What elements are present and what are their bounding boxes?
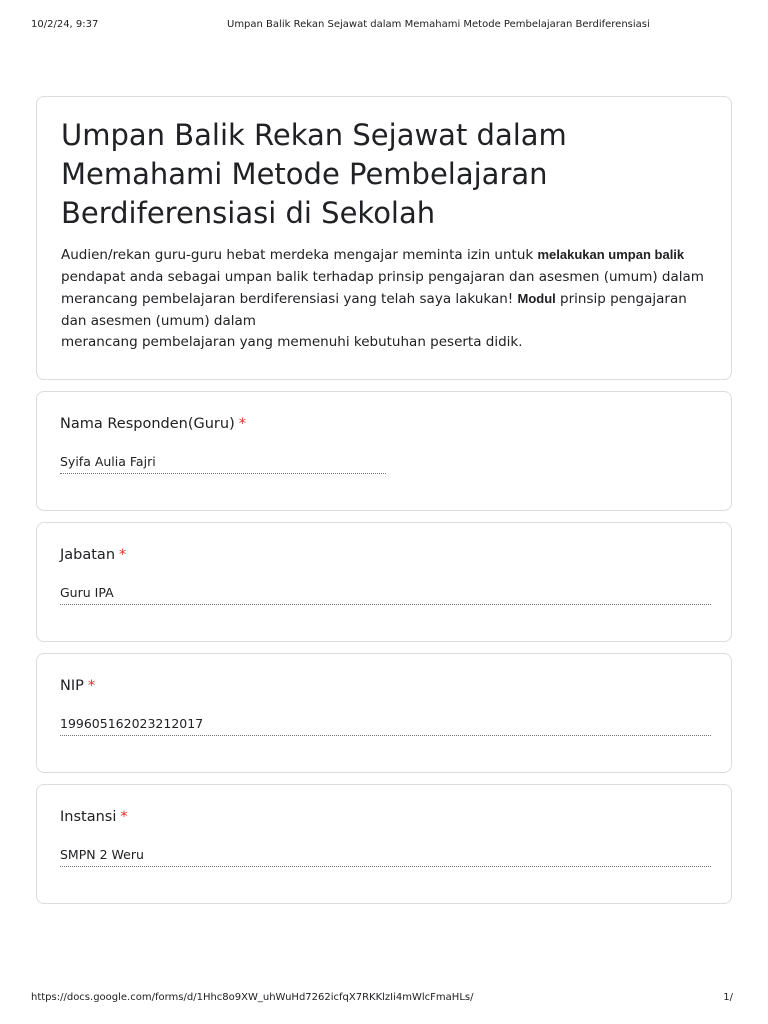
question-label: [60, 809, 128, 825]
form-description: [61, 244, 711, 354]
description-text: pendapat anda sebagai umpan balik terhadap prinsip pengajaran dan asesmen (umum) dalam merancang pembelajaran berdiferensiasi yang telah saya lakukan!: [61, 268, 704, 307]
question-card-nama: [36, 391, 732, 511]
description-text: Audien/rekan guru-guru hebat merdeka mengajar meminta izin untuk: [61, 247, 538, 263]
question-title: Jabatan: [60, 547, 116, 563]
print-footer: [31, 992, 737, 1006]
print-url: https://docs.google.com/forms/d/1Hhc8o9XW_uhWuHd7262icfqX7RKKlzIi4mWlcFmaHLs/: [31, 992, 474, 1003]
print-header: [31, 19, 737, 35]
question-card-instansi: [36, 784, 732, 904]
description-text: prinsip pengajaran dan asesmen (umum) dalam: [61, 291, 687, 329]
question-title: Instansi: [60, 809, 117, 825]
print-date: 10/2/24, 9:37: [31, 19, 99, 30]
question-title: Nama Responden(Guru): [60, 416, 235, 432]
description-bold: melakukan umpan balik: [537, 247, 685, 262]
print-doc-title: Umpan Balik Rekan Sejawat dalam Memahami Metode Pembelajaran Berdiferensiasi: [227, 19, 650, 30]
required-asterisk: *: [120, 809, 128, 825]
required-asterisk: *: [238, 416, 246, 432]
answer-instansi[interactable]: SMPN 2 Weru: [60, 847, 711, 867]
required-asterisk: *: [119, 547, 127, 563]
question-card-nip: [36, 653, 732, 773]
print-page-number: 1/: [723, 992, 733, 1003]
question-title: NIP: [60, 678, 84, 694]
question-label: [60, 547, 126, 563]
required-asterisk: *: [87, 678, 96, 694]
answer-nama[interactable]: Syifa Aulia Fajri: [60, 454, 386, 474]
description-bold: Modul: [517, 291, 556, 306]
form-title: Umpan Balik Rekan Sejawat dalam Memahami Metode Pembelajaran Berdiferensiasi di Sekolah: [61, 118, 567, 230]
answer-jabatan[interactable]: Guru IPA: [60, 585, 711, 605]
question-label: [60, 678, 95, 694]
question-label: [60, 416, 246, 432]
answer-nip[interactable]: 199605162023212017: [60, 716, 711, 736]
question-card-jabatan: [36, 522, 732, 642]
description-text: merancang pembelajaran yang memenuhi kebutuhan peserta didik.: [61, 334, 523, 350]
form-header-card: [36, 96, 732, 380]
